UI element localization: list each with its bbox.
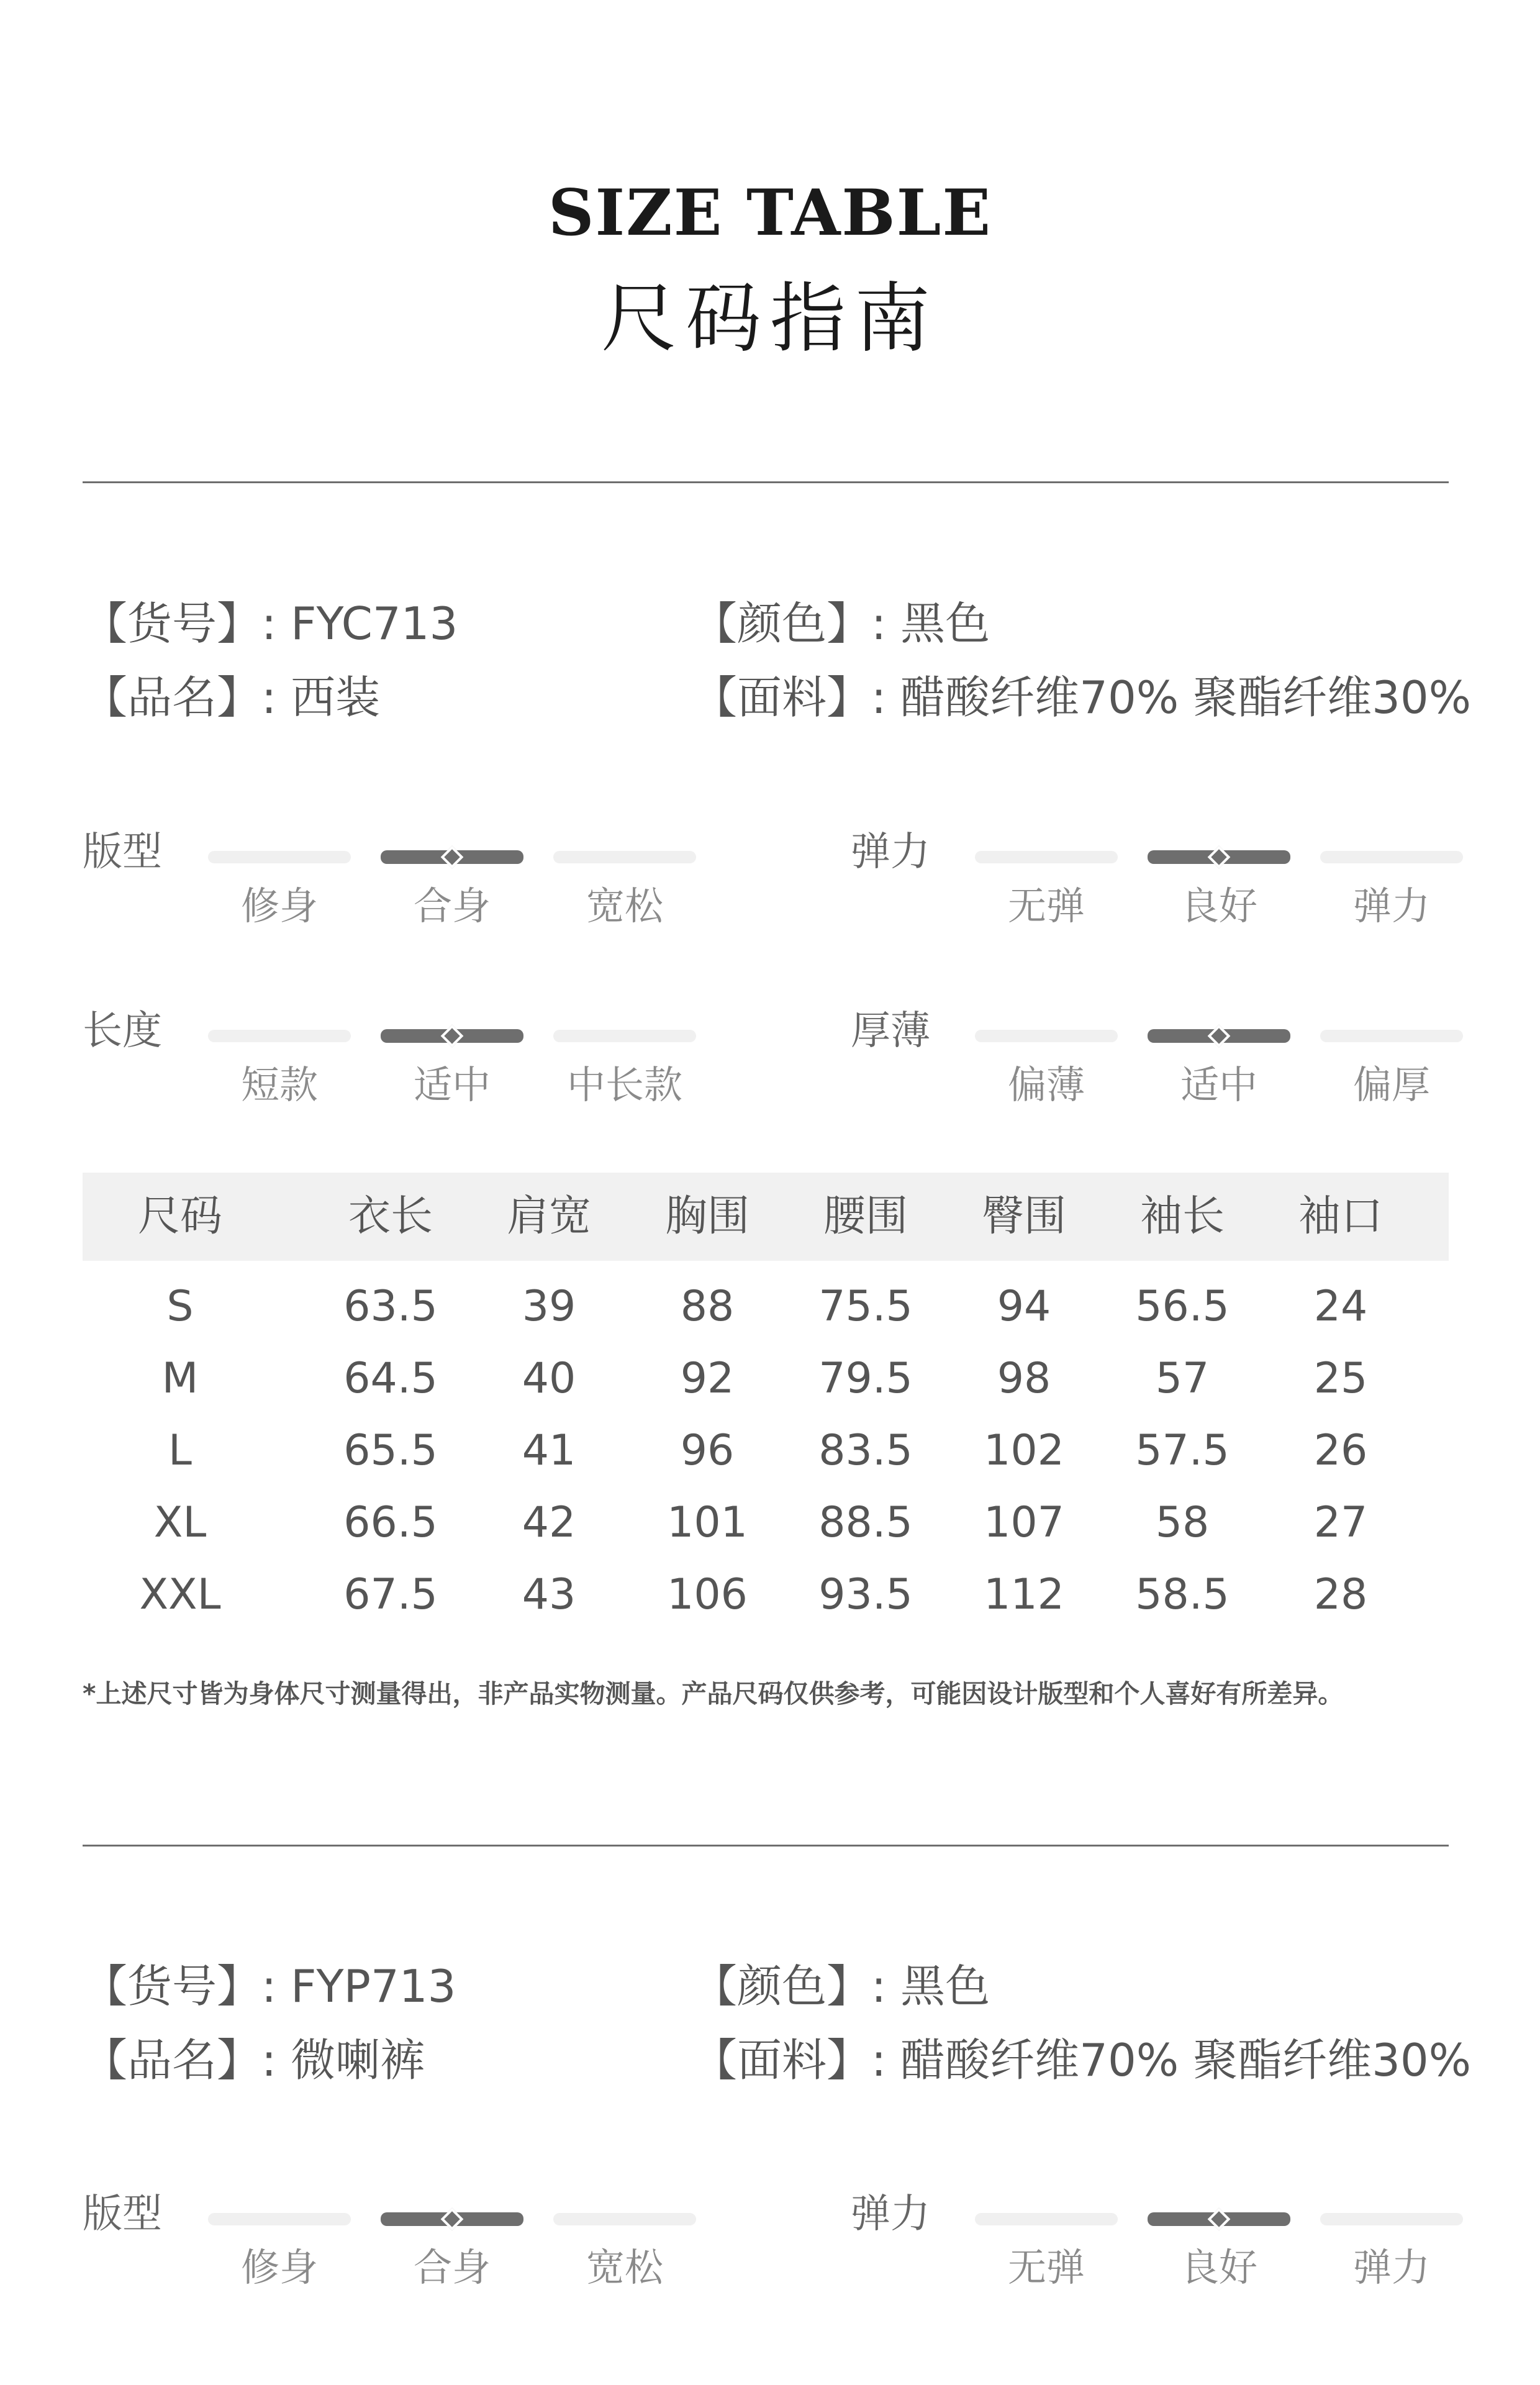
table-cell: 63.5 <box>343 1282 438 1331</box>
attr-option-label: 适中 <box>413 1062 491 1107</box>
selected-marker-icon <box>441 1025 464 1048</box>
option-bar <box>553 851 696 863</box>
table-cell: 75.5 <box>818 1282 913 1331</box>
attr-option-label: 良好 <box>1180 883 1257 929</box>
selected-marker-icon <box>441 2208 464 2231</box>
table-cell: 64.5 <box>343 1354 438 1403</box>
table-cell: 39 <box>522 1282 576 1331</box>
table-header-cell: 臀围 <box>981 1192 1066 1241</box>
table-cell: 106 <box>667 1570 748 1619</box>
product2-fabric: 【面料】: 醋酸纤维70% 聚酯纤维30% <box>692 2034 1472 2086</box>
table-header-cell: 袖长 <box>1139 1192 1225 1241</box>
product1-name: 【品名】: 西装 <box>83 671 381 724</box>
attr-option-label: 合身 <box>413 883 491 929</box>
table-header-cell: 腰围 <box>823 1192 908 1241</box>
divider <box>83 481 1449 483</box>
attr-option-label: 适中 <box>1180 1062 1257 1107</box>
option-bar <box>975 851 1118 863</box>
product1-sku: 【货号】: FYC713 <box>83 597 458 650</box>
size-note: *上述尺寸皆为身体尺寸测量得出，非产品实物测量。产品尺码仅供参考，可能因设计版型和个人喜好有所差异。 <box>83 1679 1344 1709</box>
table-cell: L <box>168 1426 192 1475</box>
table-cell: M <box>161 1354 199 1403</box>
attr-option-label: 短款 <box>240 1062 318 1107</box>
table-cell: XXL <box>139 1570 221 1619</box>
option-bar <box>1320 851 1463 863</box>
selected-marker-icon <box>441 846 464 869</box>
table-cell: 79.5 <box>818 1354 913 1403</box>
table-header-cell: 肩宽 <box>506 1192 591 1241</box>
table-cell: 28 <box>1313 1570 1368 1619</box>
table-cell: 93.5 <box>818 1570 913 1619</box>
title-english: SIZE TABLE <box>548 176 992 250</box>
attr-option-label: 无弹 <box>1007 883 1085 929</box>
attr-option-label: 修身 <box>240 883 318 929</box>
attr-option-label: 无弹 <box>1007 2245 1085 2290</box>
table-header-cell: 尺码 <box>137 1192 222 1241</box>
attr-option-label: 弹力 <box>1352 2245 1430 2290</box>
selected-marker-icon <box>1208 2208 1231 2231</box>
attr-label: 版型 <box>83 2191 162 2237</box>
table-cell: 96 <box>680 1426 735 1475</box>
attr-option-label: 宽松 <box>586 2245 663 2290</box>
attr-label: 版型 <box>83 829 162 875</box>
table-cell: 112 <box>984 1570 1064 1619</box>
table-cell: XL <box>153 1498 207 1547</box>
table-header-cell: 胸围 <box>664 1192 750 1241</box>
table-cell: 94 <box>997 1282 1051 1331</box>
table-cell: 42 <box>522 1498 576 1547</box>
option-bar <box>553 1030 696 1042</box>
table-cell: 92 <box>680 1354 735 1403</box>
attr-option-label: 合身 <box>413 2245 491 2290</box>
product1-fabric: 【面料】: 醋酸纤维70% 聚酯纤维30% <box>692 671 1472 724</box>
table-header-cell: 衣长 <box>348 1192 433 1241</box>
attr-option-label: 宽松 <box>586 883 663 929</box>
attr-label: 长度 <box>83 1008 162 1054</box>
table-cell: 27 <box>1313 1498 1368 1547</box>
table-header-cell: 袖口 <box>1298 1192 1383 1241</box>
selected-marker-icon <box>1208 1025 1231 1048</box>
product2-sku: 【货号】: FYP713 <box>83 1960 456 2012</box>
attr-label: 厚薄 <box>851 1008 930 1054</box>
product2-color: 【颜色】: 黑色 <box>692 1960 990 2012</box>
table-cell: 26 <box>1313 1426 1368 1475</box>
option-bar <box>208 2213 351 2225</box>
attr-option-label: 弹力 <box>1352 883 1430 929</box>
option-bar <box>553 2213 696 2225</box>
option-bar <box>975 1030 1118 1042</box>
attr-option-label: 修身 <box>240 2245 318 2290</box>
attr-label: 弹力 <box>851 2191 930 2237</box>
attr-option-label: 偏厚 <box>1352 1062 1430 1107</box>
table-cell: 41 <box>522 1426 576 1475</box>
table-cell: 83.5 <box>818 1426 913 1475</box>
product2-name: 【品名】: 微喇裤 <box>83 2034 425 2086</box>
table-cell: 58 <box>1155 1498 1210 1547</box>
attr-option-label: 良好 <box>1180 2245 1257 2290</box>
table-cell: 43 <box>522 1570 576 1619</box>
table-cell: 24 <box>1313 1282 1368 1331</box>
table-cell: 107 <box>984 1498 1064 1547</box>
option-bar <box>1320 2213 1463 2225</box>
table-cell: 98 <box>997 1354 1051 1403</box>
table-cell: 57.5 <box>1135 1426 1230 1475</box>
table-cell: 25 <box>1313 1354 1368 1403</box>
table-cell: 65.5 <box>343 1426 438 1475</box>
table-cell: 56.5 <box>1135 1282 1230 1331</box>
table-cell: S <box>166 1282 194 1331</box>
product1-color: 【颜色】: 黑色 <box>692 597 990 650</box>
table-cell: 101 <box>667 1498 748 1547</box>
option-bar <box>975 2213 1118 2225</box>
attr-label: 弹力 <box>851 829 930 875</box>
table-cell: 102 <box>984 1426 1064 1475</box>
option-bar <box>1320 1030 1463 1042</box>
table-cell: 58.5 <box>1135 1570 1230 1619</box>
selected-marker-icon <box>1208 846 1231 869</box>
option-bar <box>208 1030 351 1042</box>
attr-option-label: 中长款 <box>566 1062 682 1107</box>
table-cell: 66.5 <box>343 1498 438 1547</box>
attr-option-label: 偏薄 <box>1007 1062 1085 1107</box>
table-cell: 40 <box>522 1354 576 1403</box>
option-bar <box>208 851 351 863</box>
table-cell: 88.5 <box>818 1498 913 1547</box>
title-chinese: 尺码指南 <box>601 275 939 363</box>
table-cell: 88 <box>680 1282 735 1331</box>
divider <box>83 1845 1449 1847</box>
table-cell: 67.5 <box>343 1570 438 1619</box>
table-cell: 57 <box>1155 1354 1210 1403</box>
